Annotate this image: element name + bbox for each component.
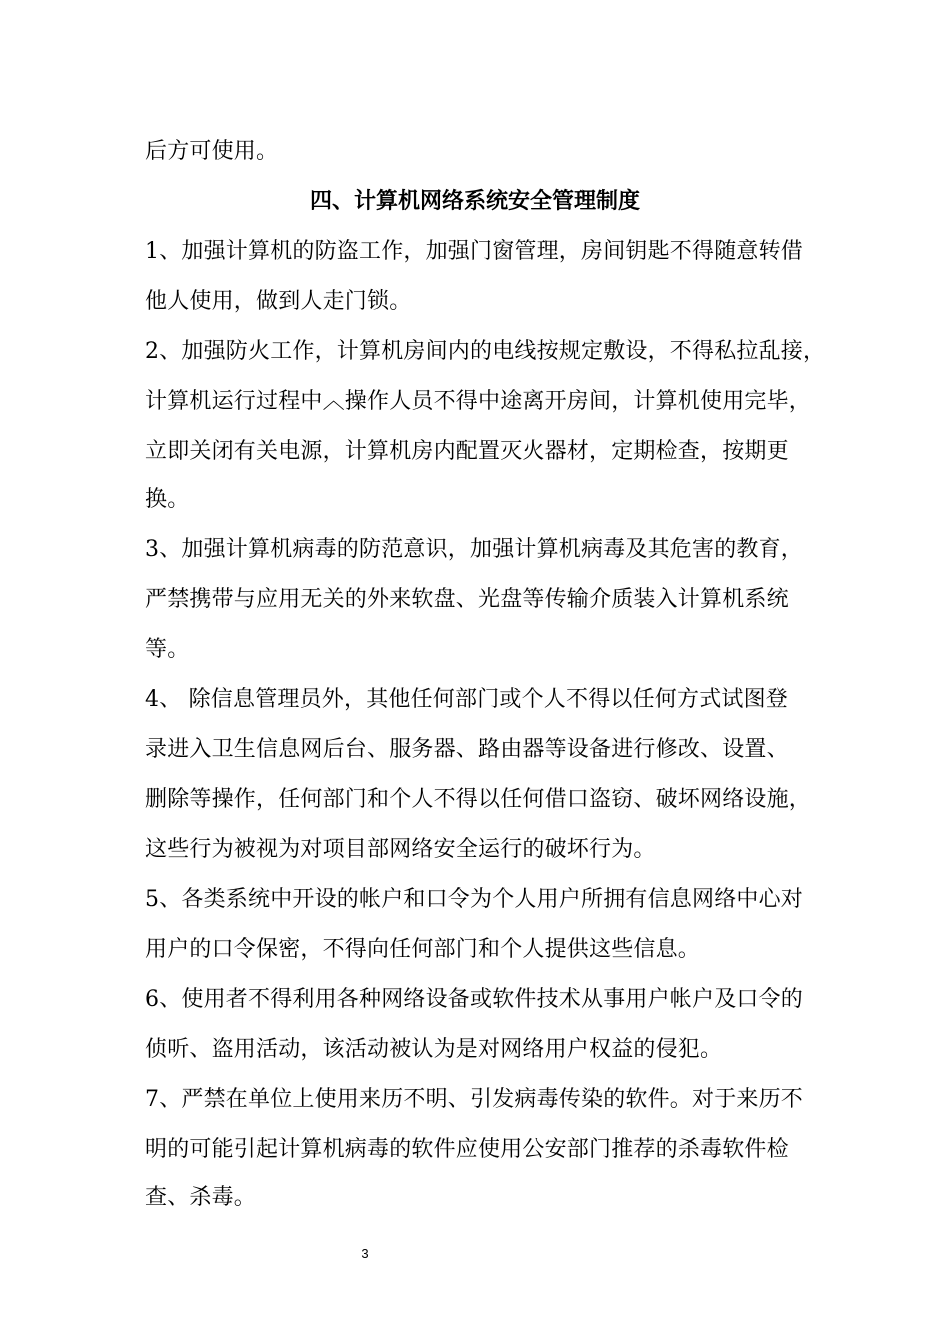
text-line: 1、加强计算机的防盗工作，加强门窗管理，房间钥匙不得随意转借 [145, 239, 803, 264]
section-heading: 四、计算机网络系统安全管理制度 [309, 189, 640, 214]
text-line: 2、加强防火工作，计算机房间内的电线按规定敷设，不得私拉乱接， [145, 339, 826, 364]
text-line: 3、加强计算机病毒的防范意识，加强计算机病毒及其危害的教育， [145, 537, 803, 562]
page-number: 3 [361, 1246, 369, 1261]
text-line: 4、 除信息管理员外，其他任何部门或个人不得以任何方式试图登 [145, 687, 788, 712]
text-line: 明的可能引起计算机病毒的软件应使用公安部门推荐的杀毒软件检 [145, 1137, 789, 1162]
text-line: 严禁携带与应用无关的外来软盘、光盘等传输介质装入计算机系统 [145, 587, 789, 612]
text-line: 后方可使用。 [145, 139, 279, 164]
text-line: 侦听、盗用活动，该活动被认为是对网络用户权益的侵犯。 [145, 1037, 723, 1062]
text-line: 立即关闭有关电源，计算机房内配置灭火器材，定期检查，按期更 [145, 439, 789, 464]
text-line: 5、各类系统中开设的帐户和口令为个人用户所拥有信息网络中心对 [145, 887, 803, 912]
text-line: 录进入卫生信息网后台、服务器、路由器等设备进行修改、设置、 [145, 737, 789, 762]
text-line: 7、严禁在单位上使用来历不明、引发病毒传染的软件。对于来历不 [145, 1087, 803, 1112]
text-line: 用户的口令保密，不得向任何部门和个人提供这些信息。 [145, 937, 701, 962]
text-line: 换。 [145, 487, 190, 512]
text-line: 计算机运行过程中︿操作人员不得中途离开房间，计算机使用完毕， [145, 389, 812, 414]
text-line: 这些行为被视为对项目部网络安全运行的破坏行为。 [145, 837, 656, 862]
text-line: 他人使用，做到人走门锁。 [145, 289, 412, 314]
text-line: 6、使用者不得利用各种网络设备或软件技术从事用户帐户及口令的 [145, 987, 803, 1012]
text-line: 等。 [145, 637, 190, 662]
text-line: 查、杀毒。 [145, 1185, 257, 1210]
text-line: 删除等操作，任何部门和个人不得以任何借口盗窃、破坏网络设施， [145, 787, 812, 812]
